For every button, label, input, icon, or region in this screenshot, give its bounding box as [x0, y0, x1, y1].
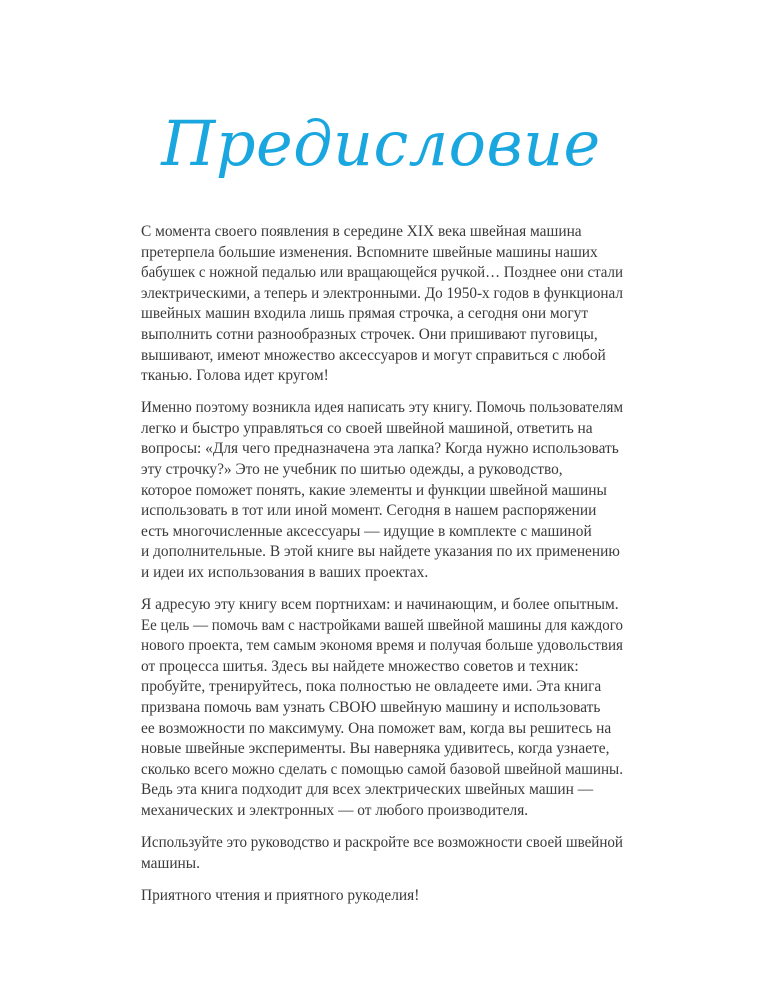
- text-line: которое поможет понять, какие элементы и функции швейной машины: [141, 481, 607, 499]
- text-line: новые швейные эксперименты. Вы наверняка удивитесь, когда узнаете,: [141, 740, 610, 758]
- text-line: легко и быстро управляться со своей швейной машиной, ответить на: [141, 419, 593, 437]
- text-line: нового проекта, тем самым экономя время и получая больше удовольствия: [141, 637, 623, 655]
- paragraph-3: [141, 595, 623, 822]
- text-line: претерпела большие изменения. Вспомните швейные машины наших: [141, 243, 598, 261]
- text-line: С момента своего появления в середине XIX века швейная машина: [141, 223, 582, 240]
- text-line: швейных машин входила лишь прямая строчка, а сегодня они могут: [141, 305, 589, 323]
- text-line: Я адресую эту книгу всем портнихам: и начинающим, и более опытным.: [141, 596, 619, 614]
- text-line: Именно поэтому возникла идея написать эту книгу. Помочь пользователям: [141, 399, 623, 417]
- paragraph-2: [141, 398, 623, 583]
- text-line: от процесса шитья. Здесь вы найдете множество советов и техник:: [141, 657, 579, 675]
- text-line: призвана помочь вам узнать СВОЮ швейную машину и использовать: [141, 699, 601, 717]
- text-line: Ее цель — помочь вам с настройками вашей швейной машины для каждого: [141, 616, 623, 634]
- text-line: вышивают, имеют множество аксессуаров и могут справиться с любой: [141, 346, 606, 364]
- text-line: тканью. Голова идет кругом!: [141, 367, 329, 385]
- text-line: сколько всего можно сделать с помощью самой базовой швейной машины.: [141, 760, 623, 778]
- text-line: электрическими, а теперь и электронными. До 1950-х годов в функционал: [141, 284, 623, 302]
- text-line: вопросы: «Для чего предназначена эта лапка? Когда нужно использовать: [141, 440, 619, 458]
- text-line: механических и электронных — от любого производителя.: [141, 802, 529, 820]
- text-line: и идеи их использования в ваших проектах.: [141, 564, 429, 581]
- text-line: использовать в тот или иной момент. Сегодня в нашем распоряжении: [141, 502, 597, 520]
- text-line: есть многочисленные аксессуары — идущие в комплекте с машиной: [141, 522, 592, 540]
- text-line: Приятного чтения и приятного рукоделия!: [141, 886, 420, 904]
- page-title: Предисловие: [161, 107, 601, 180]
- text-line: выполнить сотни разнообразных строчек. Они пришивают пуговицы,: [141, 325, 598, 343]
- text-line: машины.: [141, 854, 200, 872]
- text-line: и дополнительные. В этой книге вы найдете указания по их применению: [141, 543, 620, 561]
- text-line: ее возможности по максимуму. Она поможет вам, когда вы решитесь на: [141, 719, 612, 737]
- text-line: Используйте это руководство и раскройте все возможности своей швейной: [141, 834, 623, 852]
- text-line: Ведь эта книга подходит для всех электрических швейных машин —: [141, 781, 594, 799]
- text-line: пробуйте, тренируйтесь, пока полностью не овладеете ими. Эта книга: [141, 678, 602, 696]
- text-line: эту строчку?» Это не учебник по шитью одежды, а руководство,: [141, 461, 563, 479]
- paragraph-1: [141, 222, 623, 387]
- paragraph-4: [141, 833, 623, 874]
- text-line: бабушек с ножной педалью или вращающейся ручкой… Позднее они стали: [141, 264, 623, 282]
- paragraph-5: [141, 886, 623, 907]
- body-text: [141, 222, 623, 918]
